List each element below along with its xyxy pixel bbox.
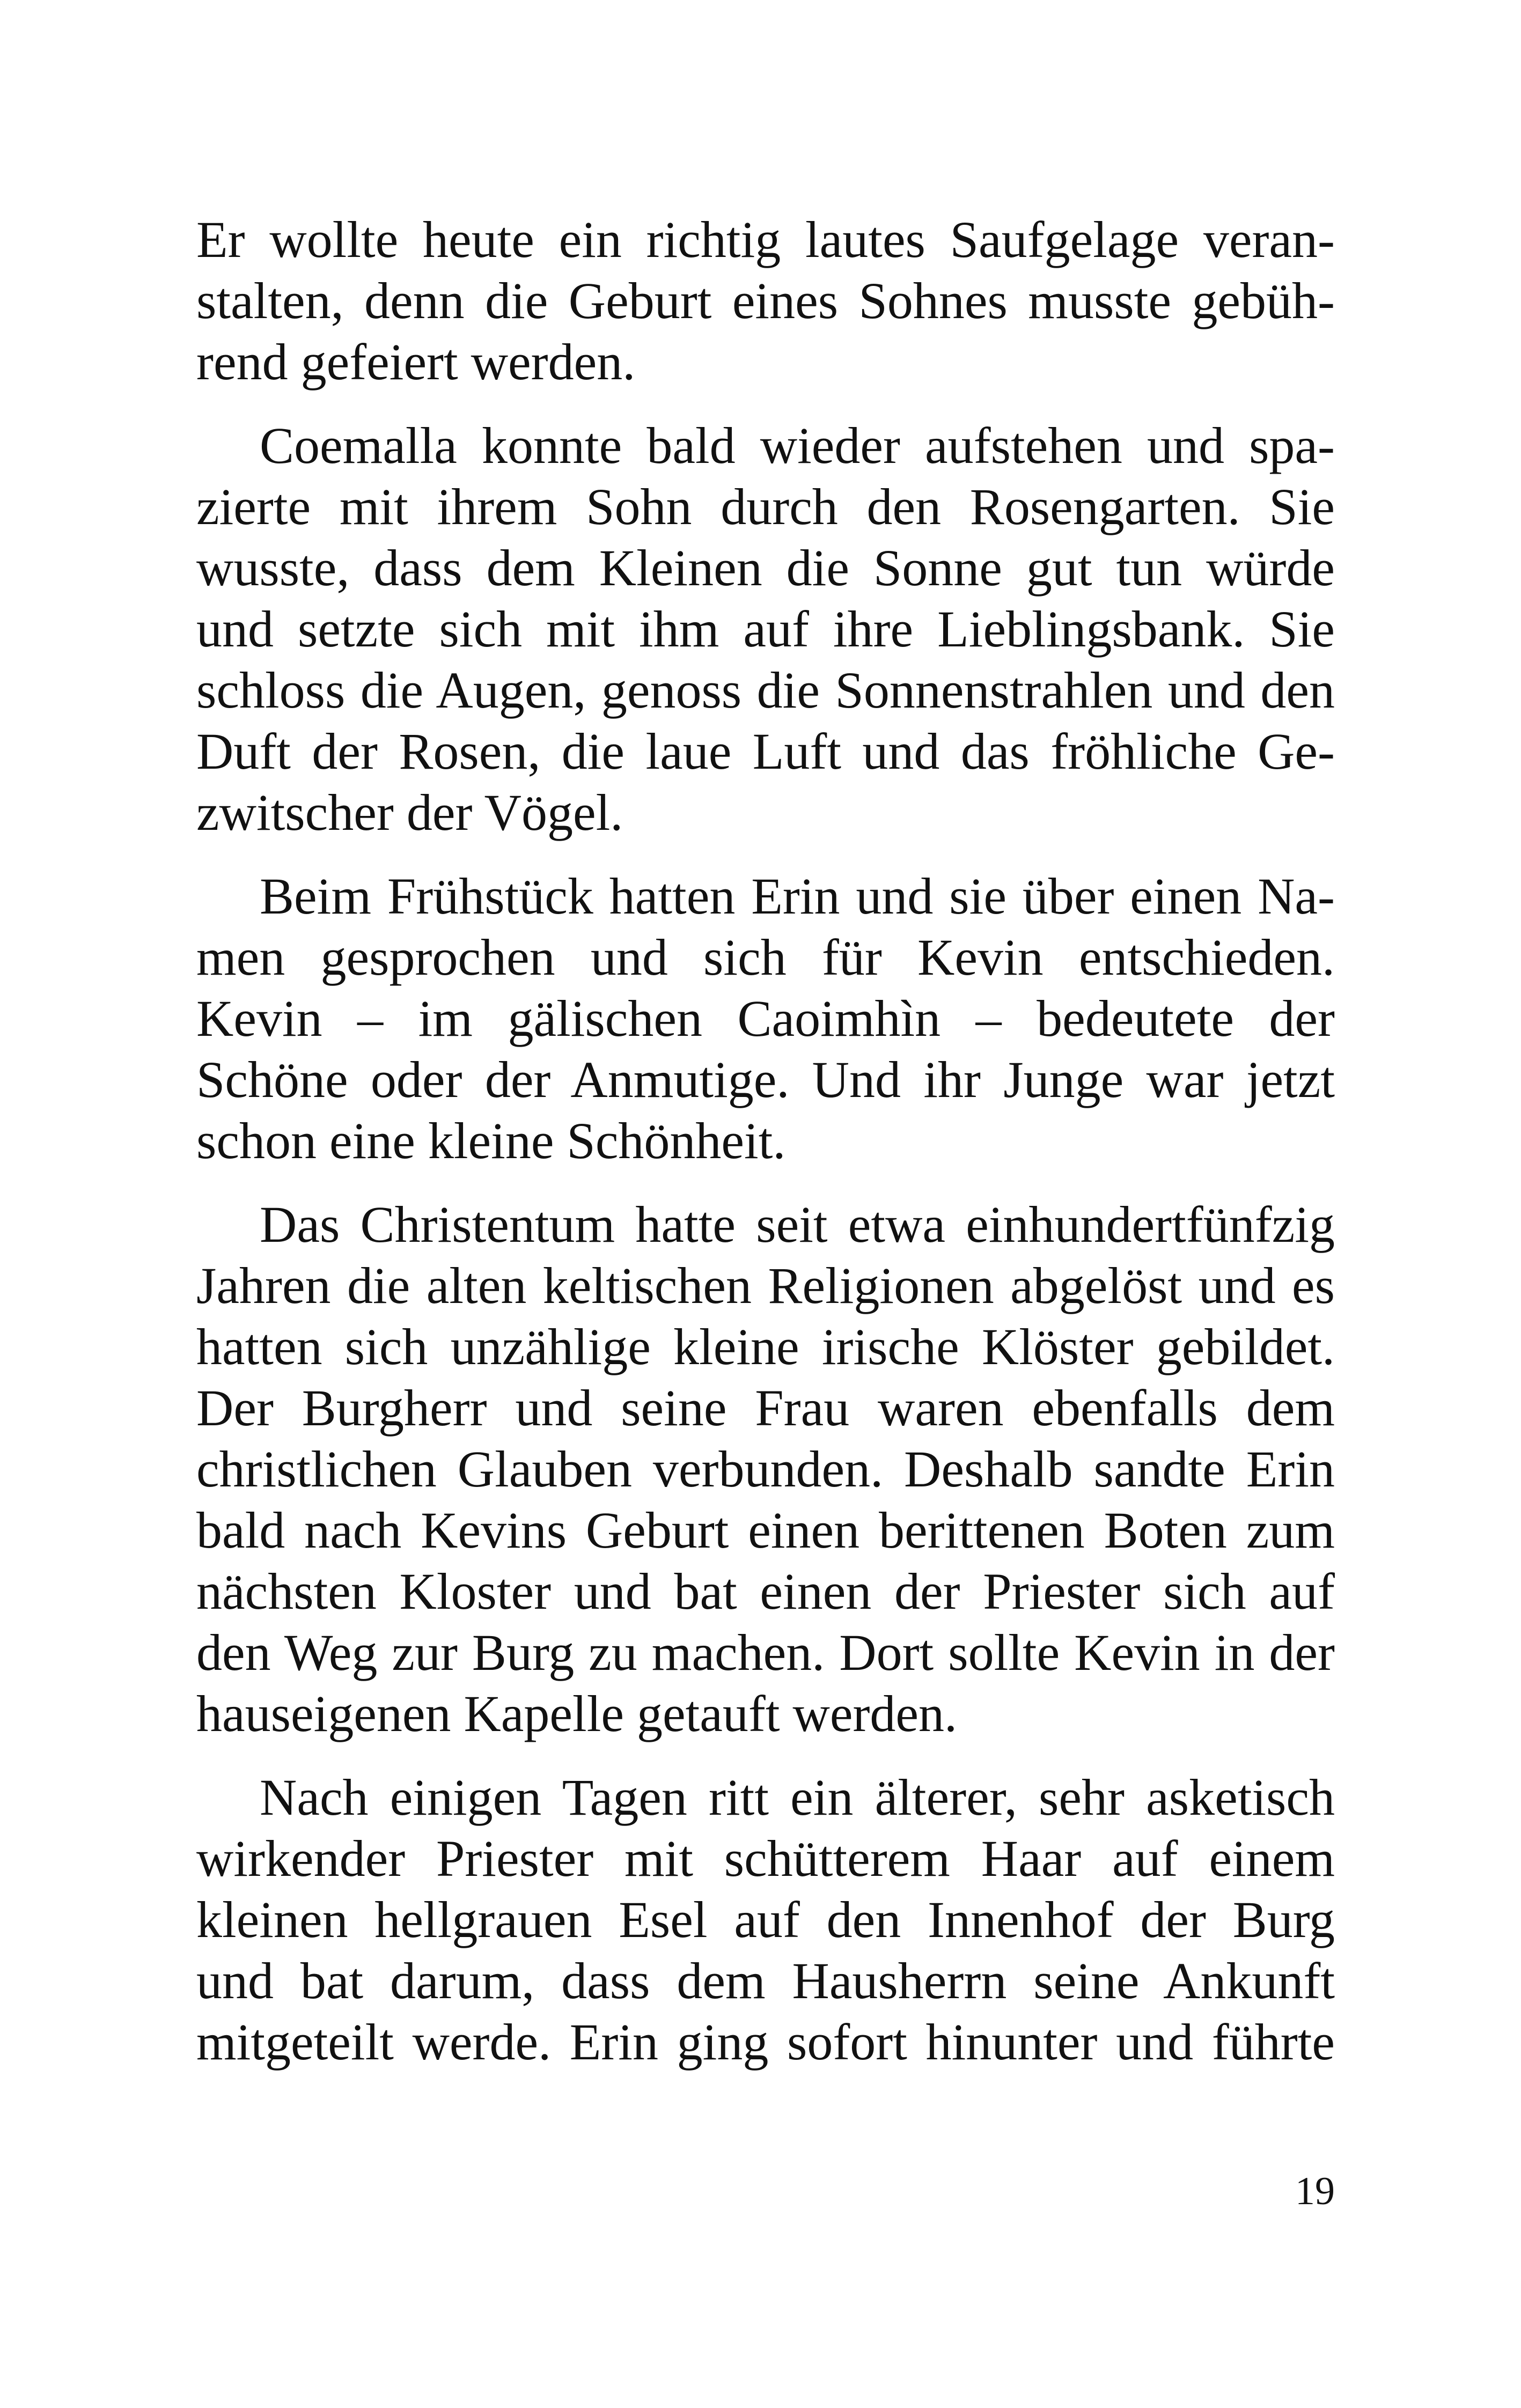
text-line: zwitscher der Vögel. bbox=[196, 784, 623, 841]
text-line: stalten, denn die Geburt eines Sohnes musste gebüh- bbox=[196, 272, 1335, 329]
text-line: und bat darum, dass dem Hausherrn seine Ankunft bbox=[196, 1952, 1335, 2009]
text-line: Das Christentum hatte seit etwa einhundertfünfzig bbox=[260, 1196, 1335, 1253]
text-line: Coemalla konnte bald wieder aufstehen und spa- bbox=[260, 417, 1335, 474]
paragraph-4 bbox=[196, 1194, 1335, 1744]
page-number: 19 bbox=[1295, 2169, 1335, 2213]
text-line: men gesprochen und sich für Kevin entschieden. bbox=[196, 929, 1335, 986]
paragraph-3 bbox=[196, 866, 1335, 1172]
paragraph-1 bbox=[196, 209, 1335, 393]
text-line: Er wollte heute ein richtig lautes Saufgelage veran- bbox=[196, 211, 1335, 268]
text-line: Beim Frühstück hatten Erin und sie über einen Na- bbox=[260, 867, 1335, 925]
text-line: Jahren die alten keltischen Religionen abgelöst und es bbox=[196, 1257, 1335, 1314]
text-line: Der Burgherr und seine Frau waren ebenfalls dem bbox=[196, 1379, 1335, 1437]
text-line: nächsten Kloster und bat einen der Priester sich auf bbox=[196, 1563, 1335, 1620]
text-line: kleinen hellgrauen Esel auf den Innenhof der Burg bbox=[196, 1891, 1335, 1948]
text-line: Kevin – im gälischen Caoimhìn – bedeutete der bbox=[196, 990, 1335, 1047]
text-line: schon eine kleine Schönheit. bbox=[196, 1112, 786, 1169]
text-line: mitgeteilt werde. Erin ging sofort hinunter und führte bbox=[196, 2013, 1335, 2071]
text-line: Schöne oder der Anmutige. Und ihr Junge war jetzt bbox=[196, 1051, 1335, 1108]
text-line: christlichen Glauben verbunden. Deshalb sandte Erin bbox=[196, 1440, 1335, 1498]
text-line: Nach einigen Tagen ritt ein älterer, sehr asketisch bbox=[260, 1769, 1335, 1826]
text-line: den Weg zur Burg zu machen. Dort sollte Kevin in der bbox=[196, 1624, 1335, 1681]
text-line: schloss die Augen, genoss die Sonnenstrahlen und den bbox=[196, 661, 1335, 719]
text-line: und setzte sich mit ihm auf ihre Lieblingsbank. Sie bbox=[196, 600, 1335, 658]
text-line: Duft der Rosen, die laue Luft und das fröhliche Ge- bbox=[196, 723, 1335, 780]
text-line: hatten sich unzählige kleine irische Klöster gebildet. bbox=[196, 1318, 1335, 1375]
text-line: zierte mit ihrem Sohn durch den Rosengarten. Sie bbox=[196, 478, 1335, 535]
text-line: rend gefeiert werden. bbox=[196, 333, 636, 391]
text-line: bald nach Kevins Geburt einen berittenen Boten zum bbox=[196, 1501, 1335, 1559]
text-line: wusste, dass dem Kleinen die Sonne gut tun würde bbox=[196, 539, 1335, 597]
paragraph-2 bbox=[196, 415, 1335, 843]
body-text bbox=[196, 209, 1335, 2095]
paragraph-5 bbox=[196, 1767, 1335, 2073]
text-line: wirkender Priester mit schütterem Haar auf einem bbox=[196, 1830, 1335, 1887]
text-line: hauseigenen Kapelle getauft werden. bbox=[196, 1685, 958, 1742]
